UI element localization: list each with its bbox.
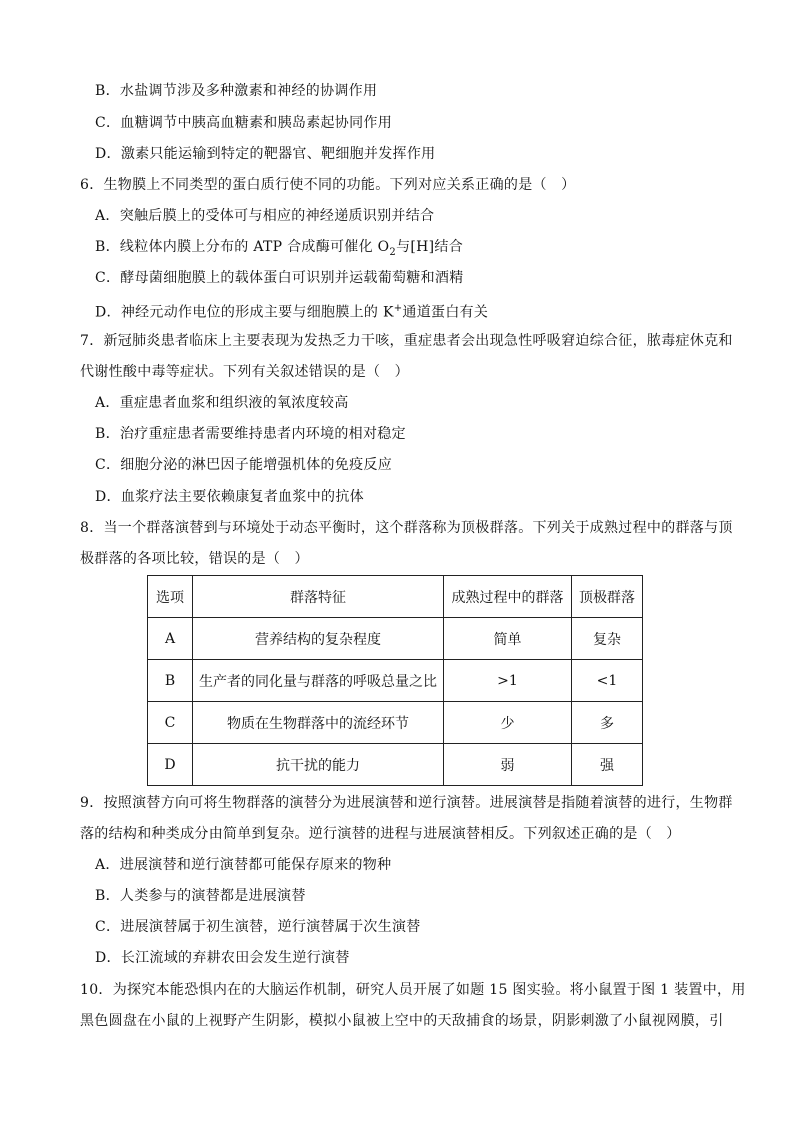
q5-option-b: B．水盐调节涉及多种激素和神经的协调作用 [95,83,378,99]
table-cell: <1 [572,660,643,702]
table-row [148,702,643,744]
q9-stem-line2: 落的结构和种类成分由简单到复杂。逆行演替的进程与进展演替相反。下列叙述正确的是（ ） [80,826,681,842]
q6-option-d-sup: + [393,303,403,314]
table-cell: 简单 [444,618,572,660]
q6-option-b [95,237,463,263]
table-header-cell: 选项 [148,576,193,618]
q9-option-d: D．长江流域的弃耕农田会发生逆行演替 [95,950,350,966]
q9-option-c: C．进展演替属于初生演替，逆行演替属于次生演替 [95,919,421,935]
table-row [148,618,643,660]
table-cell: 少 [444,702,572,744]
q6-stem: 6．生物膜上不同类型的蛋白质行使不同的功能。下列对应关系正确的是（ ） [80,177,576,193]
q6-option-d-tail: 通道蛋白有关 [402,304,489,321]
q6-option-b-text: B．线粒体内膜上分布的 ATP 合成酶可催化 O [95,239,390,255]
table-cell: C [148,702,193,744]
table-header-cell: 群落特征 [193,576,444,618]
q5-option-d: D．激素只能运输到特定的靶器官、靶细胞并发挥作用 [95,146,436,162]
q10-stem-line2: 黑色圆盘在小鼠的上视野产生阴影，模拟小鼠被上空中的天敌捕食的场景，阴影刺激了小鼠视网膜，引 [80,1013,724,1029]
q7-option-a: A．重症患者血浆和组织液的氧浓度较高 [95,395,349,411]
q9-option-a: A．进展演替和逆行演替都可能保存原来的物种 [95,857,392,873]
table-cell: 营养结构的复杂程度 [193,618,444,660]
q6-option-c: C．酵母菌细胞膜上的载体蛋白可识别并运载葡萄糖和酒精 [95,270,464,286]
q7-stem-line1: 7．新冠肺炎患者临床上主要表现为发热乏力干咳，重症患者会出现急性呼吸窘迫综合征，脓毒症休克和 [80,333,733,349]
table-row [148,660,643,702]
table-cell: >1 [444,660,572,702]
q6-option-d-text: D．神经元动作电位的形成主要与细胞膜上的 K [95,304,394,321]
table-cell: 复杂 [572,618,643,660]
table-cell: 生产者的同化量与群落的呼吸总量之比 [193,660,444,702]
q9-option-b: B．人类参与的演替都是进展演替 [95,888,306,904]
table-cell: 多 [572,702,643,744]
table-header-cell: 顶极群落 [572,576,643,618]
q7-option-b: B．治疗重症患者需要维持患者内环境的相对稳定 [95,426,406,442]
table-cell: 弱 [444,744,572,786]
q6-option-b-tail: 与[H]结合 [396,239,464,255]
q8-stem-line2: 极群落的各项比较，错误的是（ ） [80,551,309,567]
table-cell: A [148,618,193,660]
q8-stem-line1: 8．当一个群落演替到与环境处于动态平衡时，这个群落称为顶极群落。下列关于成熟过程中的群落与顶 [80,520,733,536]
q8-comparison-table [147,575,643,786]
q7-option-c: C．细胞分泌的淋巴因子能增强机体的免疫反应 [95,457,393,473]
table-cell: B [148,660,193,702]
table-cell: 物质在生物群落中的流经环节 [193,702,444,744]
table-header-row [148,576,643,618]
table-header-cell: 成熟过程中的群落 [444,576,572,618]
q7-option-d: D．血浆疗法主要依赖康复者血浆中的抗体 [95,489,364,505]
q6-option-a: A．突触后膜上的受体可与相应的神经递质识别并结合 [95,208,435,224]
q9-stem-line1: 9．按照演替方向可将生物群落的演替分为进展演替和逆行演替。进展演替是指随着演替的进行，生物群 [80,795,733,811]
q10-stem-line1: 10．为探究本能恐惧内在的大脑运作机制，研究人员开展了如题 15 图实验。将小鼠置于图 1 装置中，用 [80,982,746,998]
q6-option-b-sub: 2 [389,246,397,258]
table-cell: 抗干扰的能力 [193,744,444,786]
q6-option-d [95,299,488,323]
table-cell: D [148,744,193,786]
q7-stem-line2: 代谢性酸中毒等症状。下列有关叙述错误的是（ ） [80,364,409,380]
q5-option-c: C．血糖调节中胰高血糖素和胰岛素起协同作用 [95,115,393,131]
table-row [148,744,643,786]
table-cell: 强 [572,744,643,786]
